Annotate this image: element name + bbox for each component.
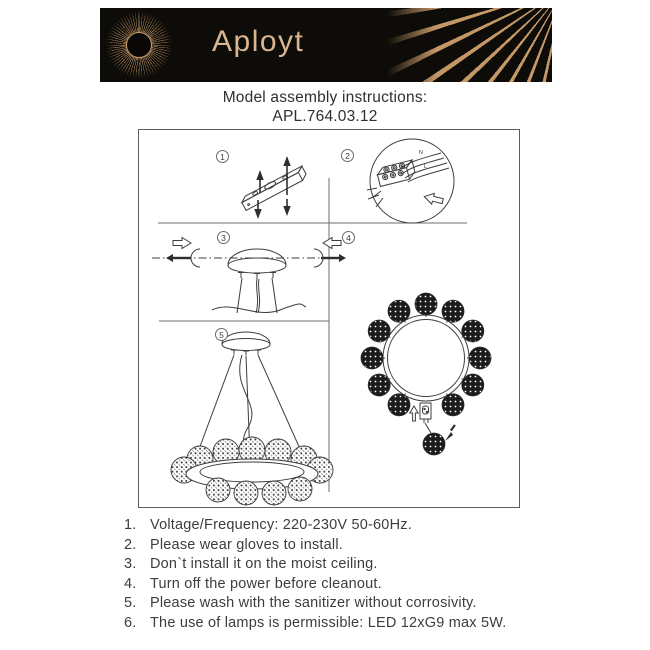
- instruction-item: [124, 575, 554, 595]
- instruction-text: Don`t install it on the moist ceiling.: [150, 556, 378, 572]
- banner-rays-decoration: [387, 8, 552, 82]
- step-4-number: 4: [342, 231, 355, 244]
- sunburst-logo-icon: [106, 12, 172, 78]
- brand-banner: [100, 8, 552, 82]
- instruction-item: [124, 536, 554, 556]
- step-5-number: 5: [215, 328, 228, 341]
- instruction-text: Please wear gloves to install.: [150, 536, 343, 553]
- brand-wordmark: Aployt: [212, 25, 305, 58]
- wire-label-l: L: [424, 164, 428, 170]
- instruction-item: [124, 594, 554, 614]
- instruction-number: 4.: [124, 575, 137, 592]
- step-3-number: 3: [217, 231, 230, 244]
- title-block: [0, 89, 650, 126]
- step-2-number: 2: [341, 149, 354, 162]
- instruction-text: Please wash with the sanitizer without corrosivity.: [150, 595, 477, 611]
- instruction-number: 2.: [124, 536, 137, 553]
- instruction-item: [124, 516, 554, 536]
- model-number: APL.764.03.12: [272, 107, 378, 125]
- step-2-drawing: [367, 139, 454, 223]
- instructions-list: [124, 516, 554, 633]
- wire-label-n: N: [419, 150, 423, 156]
- instruction-number: 1.: [124, 517, 137, 533]
- step-5-drawing: [171, 332, 333, 505]
- assembly-diagram: [138, 129, 520, 508]
- instruction-number: 6.: [124, 614, 137, 631]
- step-3-drawing: [152, 238, 346, 314]
- instruction-item: [124, 555, 554, 575]
- instruction-number: 5.: [124, 595, 137, 611]
- doc-title: Model assembly instructions:: [222, 89, 428, 106]
- instruction-number: 3.: [124, 556, 137, 572]
- instruction-text: Voltage/Frequency: 220-230V 50-60Hz.: [150, 517, 412, 533]
- assembly-diagram-svg: [138, 129, 520, 508]
- instruction-text: Turn off the power before cleanout.: [150, 575, 382, 592]
- step-1-number: 1: [216, 150, 229, 163]
- instruction-item: [124, 614, 554, 634]
- step-4-drawing: [361, 293, 491, 455]
- instruction-text: The use of lamps is permissible: LED 12xG9 max 5W.: [150, 614, 507, 631]
- step-1-drawing: [240, 156, 308, 219]
